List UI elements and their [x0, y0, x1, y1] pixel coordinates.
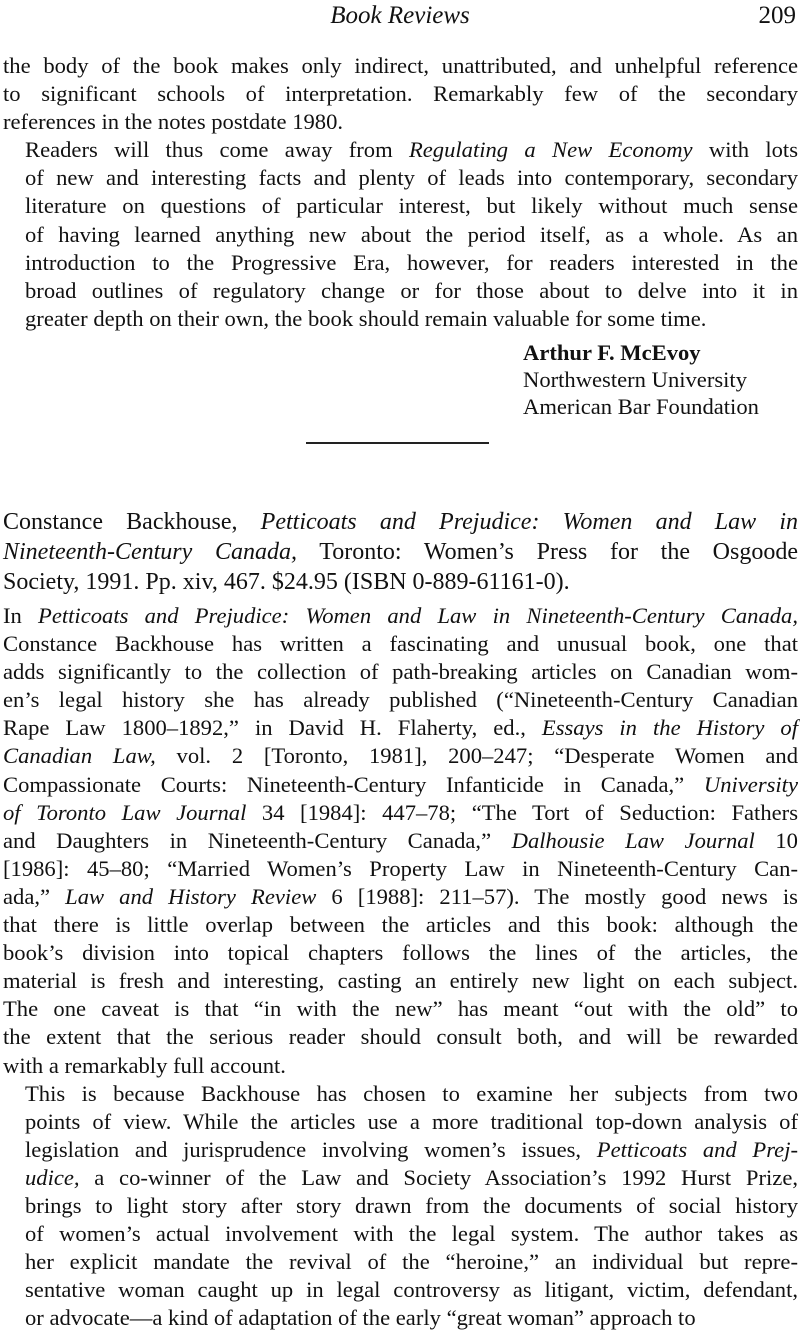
text-run: the body of the book makes only indirect, unattributed, and unhelpful reference	[3, 53, 798, 78]
text-run: that there is little overlap between the articles and this book: although the	[3, 912, 798, 938]
text-run: of having learned anything new about the period itself, as a whole. As an	[25, 221, 798, 247]
text-line	[3, 277, 798, 305]
text-run: ada,”	[3, 883, 66, 909]
text-run: introduction to the Progressive Era, however, for readers interested in the	[25, 249, 798, 275]
italic-text: Petticoats and Prejudice: Women and Law in Nineteenth-Century Canada,	[38, 603, 798, 628]
text-line	[3, 1108, 798, 1136]
text-line	[3, 911, 798, 939]
text-line	[3, 1276, 798, 1304]
text-line	[3, 630, 798, 658]
text-run: vol. 2 [Toronto, 1981], 200–247; “Desperate Women and	[155, 743, 798, 769]
text-run: broad outlines of regulatory change or for those about to delve into it in	[25, 277, 798, 303]
text-line	[3, 1052, 798, 1080]
text-line	[3, 1248, 798, 1276]
text-line	[3, 108, 798, 136]
italic-text: Essays in the History of	[541, 715, 798, 741]
italic-text: Nineteenth-Century Canada,	[3, 539, 297, 565]
text-run: or advocate—a kind of adaptation of the early “great woman” approach to	[25, 1305, 696, 1331]
text-run: [1986]: 45–80; “Married Women’s Property Law in Nineteenth-Century Can-	[3, 855, 798, 881]
new-review-paragraph-2	[3, 1080, 798, 1332]
text-line	[3, 799, 798, 827]
text-run: Compassionate Courts: Nineteenth-Century Infanticide in Canada,”	[3, 771, 704, 797]
text-line	[3, 1080, 798, 1108]
text-line	[3, 136, 798, 164]
text-line	[3, 164, 798, 192]
text-line	[3, 658, 798, 686]
section-divider	[306, 442, 489, 444]
text-line	[3, 1304, 798, 1332]
text-line	[3, 1192, 798, 1220]
text-run: greater depth on their own, the book should remain valuable for some time.	[25, 305, 707, 331]
italic-text: Petticoats and Prejudice: Women and Law in	[260, 509, 798, 535]
text-run: book’s division into topical chapters follows the lines of the articles, the	[3, 940, 798, 966]
text-run: a co-winner of the Law and Society Association’s 1992 Hurst Prize,	[79, 1164, 798, 1190]
text-line	[3, 80, 798, 108]
text-run: 6 [1988]: 211–57). The mostly good news is	[316, 883, 798, 909]
text-run: literature on questions of particular interest, but likely without much sense	[25, 193, 798, 219]
text-run: Constance Backhouse,	[3, 509, 261, 535]
book-citation	[3, 507, 798, 597]
text-run: and Daughters in Nineteenth-Century Canada,”	[3, 827, 512, 853]
text-line	[3, 221, 798, 249]
text-line	[3, 686, 798, 714]
text-run: adds significantly to the collection of path-breaking articles on Canadian wom-	[3, 659, 798, 685]
text-run: Readers will thus come away from	[25, 137, 409, 163]
text-run: en’s legal history she has already published (“Nineteenth-Century Canadian	[3, 687, 798, 713]
text-run: sentative woman caught up in legal controversy as litigant, victim, defendant,	[25, 1277, 798, 1303]
text-run: legislation and jurisprudence involving women’s issues,	[25, 1136, 597, 1162]
running-head	[0, 0, 800, 40]
text-run: of new and interesting facts and plenty of leads into contemporary, secondary	[25, 165, 798, 191]
previous-review-paragraph-1	[3, 52, 798, 136]
reviewer-affiliation-2: American Bar Foundation	[523, 394, 759, 419]
text-line	[3, 305, 798, 333]
text-line	[3, 742, 798, 770]
text-run: Constance Backhouse has written a fascinating and unusual book, one that	[3, 631, 798, 657]
text-run: Toronto: Women’s Press for the Osgoode	[297, 539, 798, 565]
text-run: Society, 1991. Pp. xiv, 467. $24.95 (ISBN 0-889-61161-0).	[3, 569, 570, 595]
text-line	[3, 567, 798, 597]
italic-text: Petticoats and Prej-	[596, 1136, 798, 1162]
text-run: with lots	[692, 137, 798, 163]
italic-text: Canadian Law,	[3, 743, 156, 769]
text-line	[3, 507, 798, 537]
reviewer-name: Arthur F. McEvoy	[523, 340, 701, 365]
text-run: The one caveat is that “in with the new” has meant “out with the old” to	[3, 996, 798, 1022]
text-run: points of view. While the articles use a more traditional top-down analysis of	[25, 1108, 798, 1134]
text-line	[3, 967, 798, 995]
text-run: of women’s actual involvement with the legal system. The author takes as	[25, 1221, 798, 1247]
text-run: 34 [1984]: 447–78; “The Tort of Seduction: Fathers	[246, 799, 798, 825]
new-review-body	[3, 602, 798, 1332]
page-number: 209	[758, 2, 796, 29]
text-line	[3, 827, 798, 855]
reviewer-signature	[523, 339, 759, 420]
text-line	[3, 249, 798, 277]
running-head-title: Book Reviews	[330, 2, 470, 29]
previous-review-body	[3, 52, 798, 333]
text-run: brings to light story after story drawn from the documents of social history	[25, 1192, 798, 1218]
text-run: In	[3, 603, 39, 628]
text-line	[3, 771, 798, 799]
text-line	[3, 52, 798, 80]
text-run: Rape Law 1800–1892,” in David H. Flaherty, ed.,	[3, 715, 542, 741]
italic-text: Dalhousie Law Journal	[511, 827, 755, 853]
text-run: 10	[754, 827, 798, 853]
text-run: references in the notes postdate 1980.	[3, 109, 344, 135]
text-line	[3, 855, 798, 883]
text-line	[3, 1023, 798, 1051]
reviewer-affiliation-1: Northwestern University	[523, 367, 748, 392]
text-line	[3, 602, 798, 630]
text-run: material is fresh and interesting, casting an entirely new light on each subject.	[3, 968, 798, 994]
text-line	[3, 714, 798, 742]
text-run: with a remarkably full account.	[3, 1052, 286, 1078]
italic-text: University	[703, 771, 798, 797]
previous-review-paragraph-2	[3, 136, 798, 333]
text-line	[3, 995, 798, 1023]
italic-text: Law and History Review	[65, 883, 317, 909]
new-review-paragraph-1	[3, 602, 798, 1080]
text-line	[3, 192, 798, 220]
text-run: the extent that the serious reader should consult both, and will be rewarded	[3, 1024, 798, 1050]
text-line	[3, 883, 798, 911]
text-line	[3, 1220, 798, 1248]
italic-text: Regulating a New Economy	[408, 137, 693, 163]
italic-text: udice,	[25, 1164, 80, 1190]
italic-text: of Toronto Law Journal	[3, 799, 247, 825]
text-line	[3, 1136, 798, 1164]
text-run: her explicit mandate the revival of the “heroine,” an individual but repre-	[25, 1249, 798, 1275]
text-run: This is because Backhouse has chosen to examine her subjects from two	[25, 1080, 798, 1106]
text-line	[3, 1164, 798, 1192]
text-line	[3, 939, 798, 967]
text-run: to significant schools of interpretation. Remarkably few of the secondary	[3, 81, 798, 107]
text-line	[3, 537, 798, 567]
